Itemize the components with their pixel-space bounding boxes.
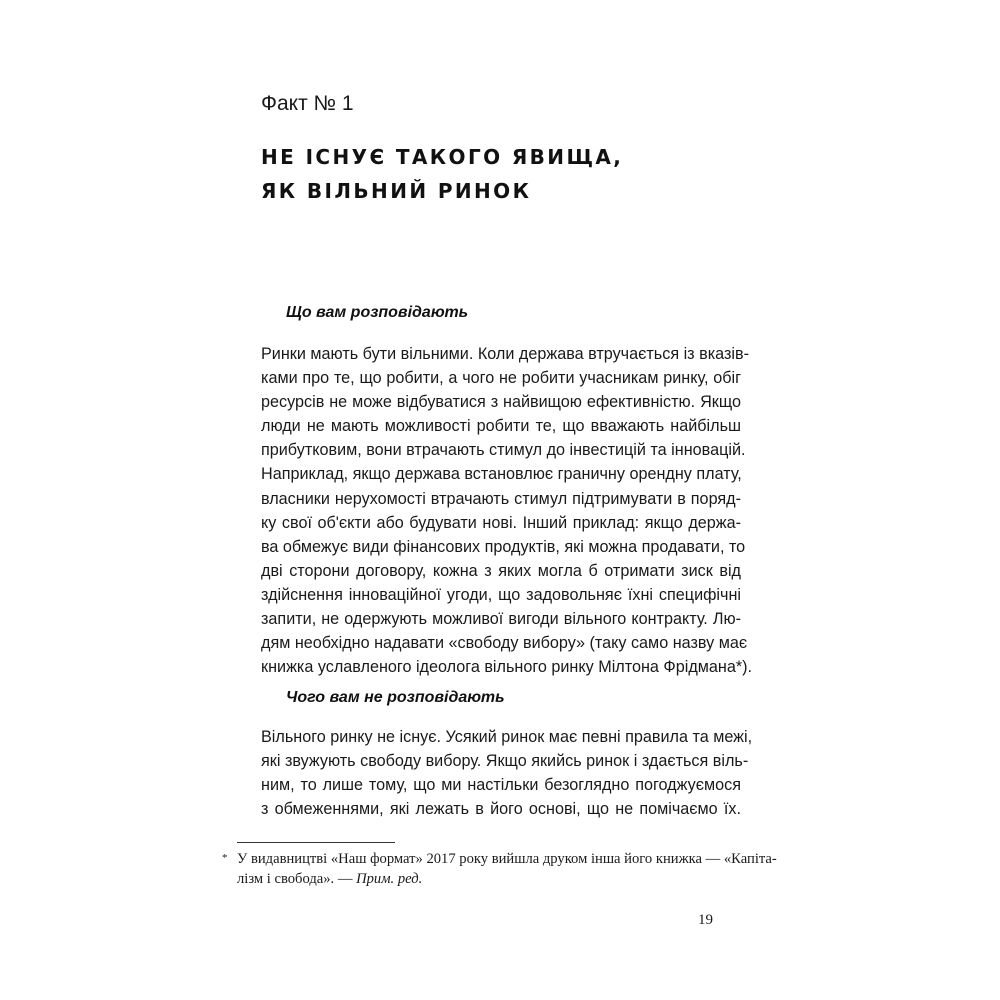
body-line: Вільного ринку не існує. Усякий ринок має певні правила та межі, xyxy=(261,728,753,746)
body-line: Ринки мають бути вільними. Коли держава втручається із вказів- xyxy=(261,345,749,363)
body-line: ресурсів не може відбуватися з найвищою ефективністю. Якщо xyxy=(261,393,741,412)
body-line: ку свої об'єкти або будувати нові. Інший приклад: якщо держа- xyxy=(261,513,741,532)
body-line: дві сторони договору, кожна з яких могла б отримати зиск від xyxy=(261,561,741,580)
chapter-title-line-1: НЕ ІСНУЄ ТАКОГО ЯВИЩА, xyxy=(261,145,624,169)
section-body-what-they-tell xyxy=(261,342,753,679)
body-line: ним, то лише тому, що ми настільки безоглядно погоджуємося xyxy=(261,776,741,795)
page-number: 19 xyxy=(698,912,713,928)
body-line: власники нерухомості втрачають стимул підтримувати в поряд- xyxy=(261,489,741,508)
body-line: книжка уславленого ідеолога вільного ринку Мілтона Фрідмана*). xyxy=(261,658,753,677)
footnote-marker: * xyxy=(222,852,228,864)
fact-number-label: Факт № 1 xyxy=(261,92,354,115)
body-line: які звужують свободу вибору. Якщо якийсь ринок і здається віль- xyxy=(261,752,749,771)
body-line: люди не мають можливості робити те, що вважають найбільш xyxy=(261,417,741,436)
body-line: прибутковим, вони втрачають стимул до інвестицій та інновацій. xyxy=(261,441,746,460)
section-heading-what-they-tell: Що вам розповідають xyxy=(286,304,469,321)
body-line: з обмеженнями, які лежать в його основі, що не помічаємо їх. xyxy=(261,800,741,819)
footnote-line-2 xyxy=(237,869,742,889)
body-line: ва обмежує види фінансових продуктів, які можна продавати, то xyxy=(261,537,746,556)
body-line: здійснення інноваційної угоди, що задовольняє їхні специфічні xyxy=(261,585,741,604)
footnote xyxy=(237,849,777,889)
body-line: дям необхідно надавати «свободу вибору» (таку само назву має xyxy=(261,634,748,653)
section-body-what-they-dont-tell xyxy=(261,725,753,821)
chapter-title-line-2: ЯК ВІЛЬНИЙ РИНОК xyxy=(261,179,532,203)
editor-note: Прим. ред. xyxy=(356,871,423,887)
footnote-line-1: У видавництві «Наш формат» 2017 року вийшла друком інша його книжка — «Капіта- xyxy=(237,851,777,867)
body-line: ками про те, що робити, а чого не робити учасникам ринку, обіг xyxy=(261,369,741,388)
footnote-line-2-text: лізм і свобода». — xyxy=(237,871,357,887)
body-line: запити, не одержують можливої вигоди вільного контракту. Лю- xyxy=(261,610,741,629)
section-heading-what-they-dont-tell: Чого вам не розповідають xyxy=(286,689,505,706)
footnote-divider xyxy=(237,842,395,843)
chapter-title xyxy=(261,140,731,208)
body-line: Наприклад, якщо держава встановлює граничну орендну плату, xyxy=(261,465,742,484)
